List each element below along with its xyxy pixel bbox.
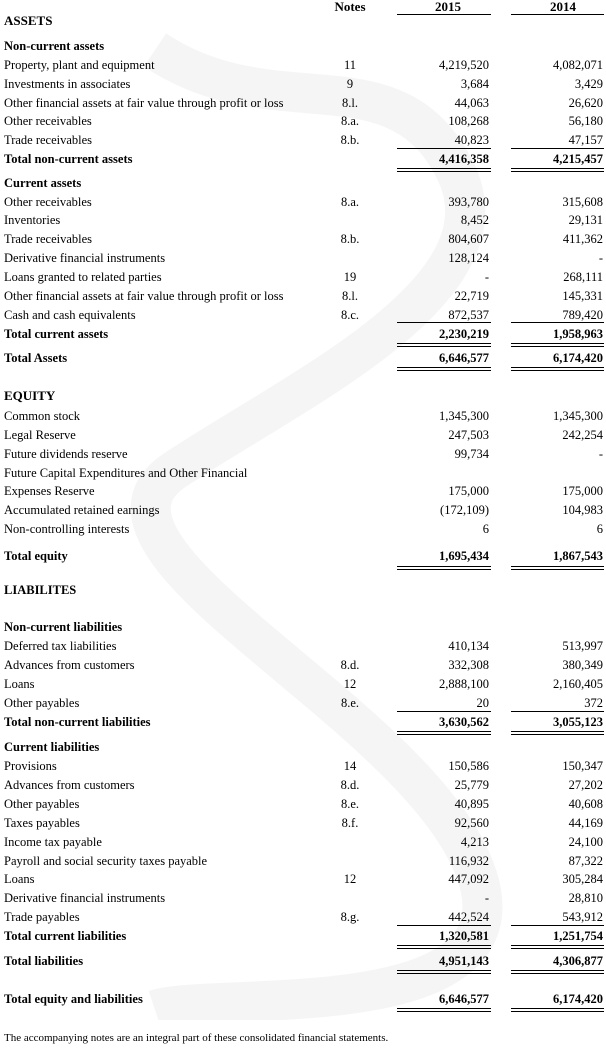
subtotal-line-2014 [511, 925, 604, 926]
total-double-line-2015 [397, 343, 491, 344]
total-equity [0, 547, 606, 565]
non-current-assets-heading [0, 37, 606, 55]
value-2014: 789,420 [562, 308, 603, 322]
value-2015: 442,524 [448, 910, 489, 924]
total-double-line-2014 [511, 948, 604, 949]
value-2015: 150,586 [448, 759, 489, 773]
row-label: Property, plant and equipment [4, 58, 155, 72]
value-2014: 3,055,123 [553, 715, 603, 729]
value-2014: 24,100 [568, 835, 603, 849]
equity-heading [0, 387, 606, 405]
total-double-line-2014 [511, 346, 604, 347]
section-heading: ASSETS [4, 13, 53, 28]
total-double-line-2015 [397, 1011, 491, 1012]
row-note: 8.a. [340, 114, 360, 128]
total-liabilities [0, 952, 606, 970]
value-2015: 4,951,143 [439, 954, 489, 968]
row-label: Total Assets [4, 351, 68, 365]
asset-row [0, 287, 606, 305]
row-note: 8.e. [340, 797, 360, 811]
asset-row [0, 112, 606, 130]
row-label: Accumulated retained earnings [4, 503, 160, 517]
row-label: Total non-current liabilities [4, 715, 151, 729]
row-note: 8.c. [340, 308, 360, 322]
subtotal-line-2015 [397, 322, 491, 323]
value-2014: 1,251,754 [553, 929, 603, 943]
liability-row [0, 776, 606, 794]
row-label: Derivative financial instruments [4, 891, 166, 905]
section-heading: Current liabilities [4, 740, 100, 754]
row-note: 9 [346, 77, 354, 91]
row-label: Income tax payable [4, 835, 102, 849]
asset-row [0, 268, 606, 286]
row-label: Trade receivables [4, 133, 93, 147]
value-2015: 92,560 [454, 816, 489, 830]
subtotal-line-2014 [511, 322, 604, 323]
value-2015: 804,607 [448, 232, 489, 246]
value-2015: 332,308 [448, 658, 489, 672]
row-label: Common stock [4, 409, 81, 423]
non-current-liabilities-heading [0, 618, 606, 636]
total-double-line-2015 [397, 734, 491, 735]
row-label: Total equity and liabilities [4, 992, 143, 1006]
value-2014: 6 [596, 522, 603, 536]
total-double-line-2014 [511, 367, 604, 368]
value-2014: 44,169 [568, 816, 603, 830]
value-2014: 242,254 [562, 428, 603, 442]
subtotal-line-2014 [511, 148, 604, 149]
row-note: 8.l. [342, 289, 358, 303]
liability-row [0, 637, 606, 655]
value-2014: 513,997 [562, 639, 603, 653]
row-note: 8.d. [340, 778, 360, 792]
liability-row [0, 889, 606, 907]
value-2014: 56,180 [568, 114, 603, 128]
value-2014: - [598, 251, 603, 265]
value-2014: 175,000 [562, 484, 603, 498]
row-label: Future dividends reserve [4, 447, 128, 461]
value-2014: 411,362 [562, 232, 603, 246]
value-2015: 44,063 [454, 96, 489, 110]
row-label: Advances from customers [4, 658, 135, 672]
section-heading: EQUITY [4, 388, 56, 403]
value-2015: 116,932 [448, 854, 489, 868]
liability-row [0, 814, 606, 832]
total-double-line-2014 [511, 734, 604, 735]
value-2014: 28,810 [568, 891, 603, 905]
row-note: 11 [343, 58, 357, 72]
row-label: Cash and cash equivalents [4, 308, 136, 322]
year-2015-header: 2015 [435, 0, 461, 14]
total-double-line-2015 [397, 370, 491, 371]
row-label: Other receivables [4, 195, 92, 209]
section-heading: Non-current assets [4, 39, 105, 53]
value-2015: 1,695,434 [439, 549, 489, 563]
liability-row [0, 795, 606, 813]
footer-note: The accompanying notes are an integral part of these consolidated financial statements. [4, 1032, 389, 1044]
total-double-line-2014 [511, 168, 604, 169]
total-current-assets [0, 325, 606, 343]
equity-row [0, 445, 606, 463]
row-label: Expenses Reserve [4, 484, 95, 498]
total-double-line-2014 [511, 970, 604, 971]
liability-row [0, 656, 606, 674]
subtotal-line-2015 [397, 148, 491, 149]
total-double-line-2014 [511, 343, 604, 344]
total-double-line-2014 [511, 171, 604, 172]
total-double-line-2014 [511, 731, 604, 732]
equity-row [0, 520, 606, 538]
asset-row [0, 131, 606, 149]
value-2014: 4,082,071 [553, 58, 603, 72]
row-label: Loans granted to related parties [4, 270, 162, 284]
total-double-line-2015 [397, 168, 491, 169]
row-label: Total current assets [4, 327, 109, 341]
row-label: Investments in associates [4, 77, 131, 91]
value-2015: 20 [476, 696, 489, 710]
total-double-line-2015 [397, 1008, 491, 1009]
value-2015: 3,684 [460, 77, 489, 91]
value-2014: 372 [584, 696, 603, 710]
value-2015: 128,124 [448, 251, 489, 265]
value-2014: 1,958,963 [553, 327, 603, 341]
value-2014: 543,912 [562, 910, 603, 924]
total-double-line-2015 [397, 973, 491, 974]
total-double-line-2014 [511, 370, 604, 371]
total-current-liabilities [0, 927, 606, 945]
asset-row [0, 94, 606, 112]
value-2014: 3,429 [574, 77, 603, 91]
notes-header: Notes [334, 0, 366, 14]
row-note: 12 [343, 872, 357, 886]
subtotal-line-2014 [511, 711, 604, 712]
row-label: Derivative financial instruments [4, 251, 166, 265]
value-2014: 150,347 [562, 759, 603, 773]
row-label: Loans [4, 872, 35, 886]
row-note: 8.f. [341, 816, 359, 830]
value-2015: 1,320,581 [439, 929, 489, 943]
equity-row [0, 482, 606, 500]
row-label: Provisions [4, 759, 57, 773]
total-double-line-2014 [511, 945, 604, 946]
value-2015: 25,779 [454, 778, 489, 792]
value-2014: 1,345,300 [553, 409, 603, 423]
row-note: 8.l. [342, 96, 358, 110]
section-heading: Non-current liabilities [4, 620, 123, 634]
value-2014: 87,322 [568, 854, 603, 868]
row-label: Taxes payables [4, 816, 80, 830]
row-note: 12 [343, 677, 357, 691]
value-2015: 99,734 [454, 447, 489, 461]
equity-row [0, 426, 606, 444]
value-2014: 40,608 [568, 797, 603, 811]
row-label: Total non-current assets [4, 152, 133, 166]
row-note: 8.e. [340, 696, 360, 710]
value-2015: 410,134 [448, 639, 489, 653]
value-2015: 40,895 [454, 797, 489, 811]
total-double-line-2015 [397, 970, 491, 971]
total-non-current-assets [0, 150, 606, 168]
total-double-line-2014 [511, 569, 604, 570]
value-2014: 380,349 [562, 658, 603, 672]
value-2015: 247,503 [448, 428, 489, 442]
row-label: Advances from customers [4, 778, 135, 792]
value-2014: 29,131 [568, 213, 603, 227]
value-2015: 3,630,562 [439, 715, 489, 729]
total-equity-and-liabilities [0, 990, 606, 1008]
asset-row [0, 56, 606, 74]
value-2015: 175,000 [448, 484, 489, 498]
row-note: 14 [343, 759, 357, 773]
value-2015: - [484, 891, 489, 905]
row-note: 8.g. [340, 910, 360, 924]
row-note: 19 [343, 270, 357, 284]
value-2014: 1,867,543 [553, 549, 603, 563]
value-2015: 6,646,577 [439, 992, 489, 1006]
value-2014: 4,215,457 [553, 152, 603, 166]
liabilities-heading [0, 581, 606, 599]
value-2014: 305,284 [562, 872, 603, 886]
value-2015: 4,213 [460, 835, 489, 849]
total-double-line-2014 [511, 1008, 604, 1009]
total-double-line-2014 [511, 1011, 604, 1012]
liability-row [0, 757, 606, 775]
liability-row [0, 908, 606, 926]
row-note: 8.d. [340, 658, 360, 672]
value-2015: (172,109) [440, 503, 489, 517]
total-double-line-2014 [511, 566, 604, 567]
total-non-current-liabilities [0, 713, 606, 731]
row-label: Other receivables [4, 114, 92, 128]
row-label: Payroll and social security taxes payable [4, 854, 208, 868]
value-2015: 2,888,100 [439, 677, 489, 691]
value-2015: 22,719 [454, 289, 489, 303]
value-2015: 447,092 [448, 872, 489, 886]
value-2015: 4,416,358 [439, 152, 489, 166]
row-label: Inventories [4, 213, 61, 227]
subtotal-line-2015 [397, 925, 491, 926]
value-2014: 26,620 [568, 96, 603, 110]
section-heading: Current assets [4, 176, 82, 190]
row-note: 8.b. [340, 133, 360, 147]
row-label: Other payables [4, 797, 80, 811]
row-label: Trade receivables [4, 232, 93, 246]
current-liabilities-heading [0, 738, 606, 756]
row-note: 8.b. [340, 232, 360, 246]
value-2014: 268,111 [563, 270, 603, 284]
total-double-line-2015 [397, 945, 491, 946]
value-2015: 8,452 [460, 213, 489, 227]
value-2015: 6,646,577 [439, 351, 489, 365]
value-2015: 393,780 [448, 195, 489, 209]
value-2014: 315,608 [562, 195, 603, 209]
value-2014: 47,157 [568, 133, 603, 147]
total-double-line-2015 [397, 171, 491, 172]
asset-row [0, 193, 606, 211]
subtotal-line-2015 [397, 711, 491, 712]
row-label: Loans [4, 677, 35, 691]
current-assets-heading [0, 174, 606, 192]
row-label: Deferred tax liabilities [4, 639, 117, 653]
liability-row [0, 870, 606, 888]
section-heading: LIABILITES [4, 583, 77, 597]
value-2015: 6 [482, 522, 489, 536]
value-2014: 2,160,405 [553, 677, 603, 691]
value-2014: 6,174,420 [553, 992, 603, 1006]
assets-heading [0, 12, 606, 30]
value-2014: - [598, 447, 603, 461]
value-2015: 4,219,520 [439, 58, 489, 72]
total-double-line-2015 [397, 569, 491, 570]
row-label: Non-controlling interests [4, 522, 130, 536]
row-label: Other financial assets at fair value through profit or loss [4, 96, 284, 110]
equity-row [0, 501, 606, 519]
liability-row [0, 694, 606, 712]
total-double-line-2014 [511, 973, 604, 974]
asset-row [0, 75, 606, 93]
value-2014: 6,174,420 [553, 351, 603, 365]
value-2015: 108,268 [448, 114, 489, 128]
liability-row [0, 852, 606, 870]
asset-row [0, 230, 606, 248]
liability-row [0, 675, 606, 693]
year-2014-header: 2014 [550, 0, 576, 14]
row-label: Total liabilities [4, 954, 84, 968]
value-2015: 1,345,300 [439, 409, 489, 423]
row-label: Total current liabilities [4, 929, 127, 943]
value-2014: 27,202 [568, 778, 603, 792]
row-label: Total equity [4, 549, 68, 563]
total-double-line-2015 [397, 948, 491, 949]
equity-row [0, 407, 606, 425]
value-2014: 145,331 [562, 289, 603, 303]
asset-row [0, 211, 606, 229]
value-2014: 4,306,877 [553, 954, 603, 968]
row-label: Trade payables [4, 910, 80, 924]
row-label: Future Capital Expenditures and Other Financial [4, 466, 248, 480]
value-2014: 104,983 [562, 503, 603, 517]
value-2015: 40,823 [454, 133, 489, 147]
equity-row [0, 464, 606, 482]
value-2015: - [484, 270, 489, 284]
total-double-line-2015 [397, 566, 491, 567]
value-2015: 2,230,219 [439, 327, 489, 341]
asset-row [0, 249, 606, 267]
row-label: Other payables [4, 696, 80, 710]
row-label: Legal Reserve [4, 428, 76, 442]
liability-row [0, 833, 606, 851]
value-2015: 872,537 [448, 308, 489, 322]
total-assets [0, 349, 606, 367]
total-double-line-2015 [397, 731, 491, 732]
row-label: Other financial assets at fair value through profit or loss [4, 289, 284, 303]
row-note: 8.a. [340, 195, 360, 209]
total-double-line-2015 [397, 367, 491, 368]
total-double-line-2015 [397, 346, 491, 347]
